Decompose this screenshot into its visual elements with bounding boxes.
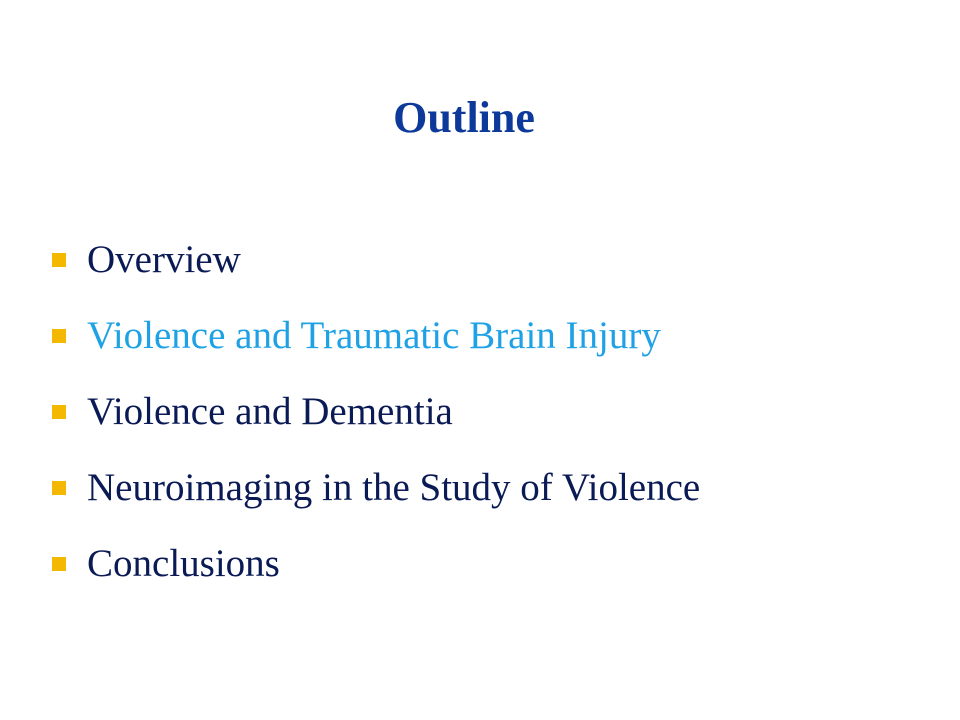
square-bullet-icon [52, 557, 66, 571]
square-bullet-icon [52, 329, 66, 343]
outline-list [52, 222, 700, 602]
list-item [52, 374, 700, 450]
square-bullet-icon [52, 253, 66, 267]
square-bullet-icon [52, 481, 66, 495]
list-item [52, 298, 700, 374]
list-item [52, 450, 700, 526]
list-item-label: Conclusions [87, 542, 280, 585]
square-bullet-icon [52, 405, 66, 419]
list-item [52, 222, 700, 298]
list-item-label: Violence and Dementia [87, 390, 453, 433]
list-item-label: Overview [87, 238, 241, 281]
list-item-label: Violence and Traumatic Brain Injury [87, 314, 661, 357]
slide-title: Outline [393, 93, 535, 142]
list-item [52, 526, 700, 602]
list-item-label: Neuroimaging in the Study of Violence [87, 466, 701, 509]
